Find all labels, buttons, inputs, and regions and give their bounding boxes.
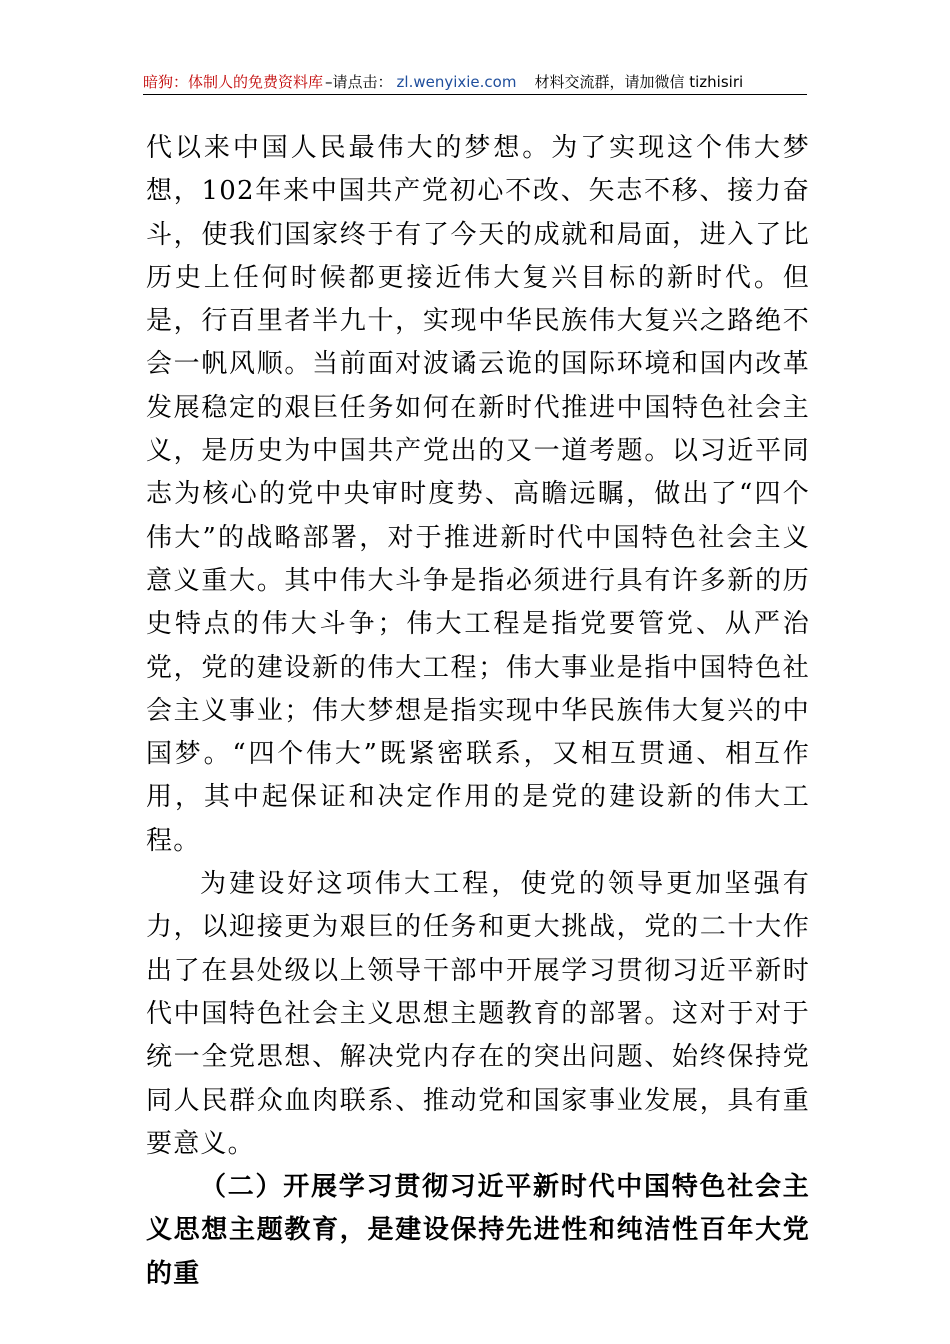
section-heading-2: （二）开展学习贯彻习近平新时代中国特色社会主义思想主题教育，是建设保持先进性和纯洁性百年大党的重 [146, 1172, 810, 1289]
document-body [146, 127, 810, 1296]
body-paragraph-1: 代以来中国人民最伟大的梦想。为了实现这个伟大梦想，102年来中国共产党初心不改、矢志不移、接力奋斗，使我们国家终于有了今天的成就和局面，进入了比历史上任何时候都更接近伟大复兴目标的新时代。但是，行百里者半九十，实现中华民族伟大复兴之路绝不会一帆风顺。当前面对波谲云诡的国际环境和国内改革发展稳定的艰巨任务如何在新时代推进中国特色社会主义，是历史为中国共产党出的又一道考题。以习近平同志为核心的党中央审时度势、高瞻远瞩，做出了“四个伟大”的战略部署，对于推进新时代中国特色社会主义意义重大。其中伟大斗争是指必须进行具有许多新的历史特点的伟大斗争；伟大工程是指党要管党、从严治党，党的建设新的伟大工程；伟大事业是指中国特色社会主义事业；伟大梦想是指实现中华民族伟大复兴的中国梦。“四个伟大”既紧密联系，又相互贯通、相互作用，其中起保证和决定作用的是党的建设新的伟大工程。 [146, 133, 810, 856]
header-group-text: 材料交流群，请加微信 tizhisiri [534, 73, 744, 91]
header-prompt-text: –请点击： [325, 73, 393, 91]
header-brand-text: 暗狗：体制人的免费资料库 [143, 73, 324, 91]
body-paragraph-2: 为建设好这项伟大工程，使党的领导更加坚强有力，以迎接更为艰巨的任务和更大挑战，党的二十大作出了在县处级以上领导干部中开展学习贯彻习近平新时代中国特色社会主义思想主题教育的部署。这对于对于统一全党思想、解决党内存在的突出问题、始终保持党同人民群众血肉联系、推动党和国家事业发展，具有重要意义。 [146, 869, 810, 1159]
page-header [143, 68, 807, 92]
header-url-link[interactable]: zl.wenyixie.com [396, 73, 517, 91]
header-divider [143, 94, 807, 95]
